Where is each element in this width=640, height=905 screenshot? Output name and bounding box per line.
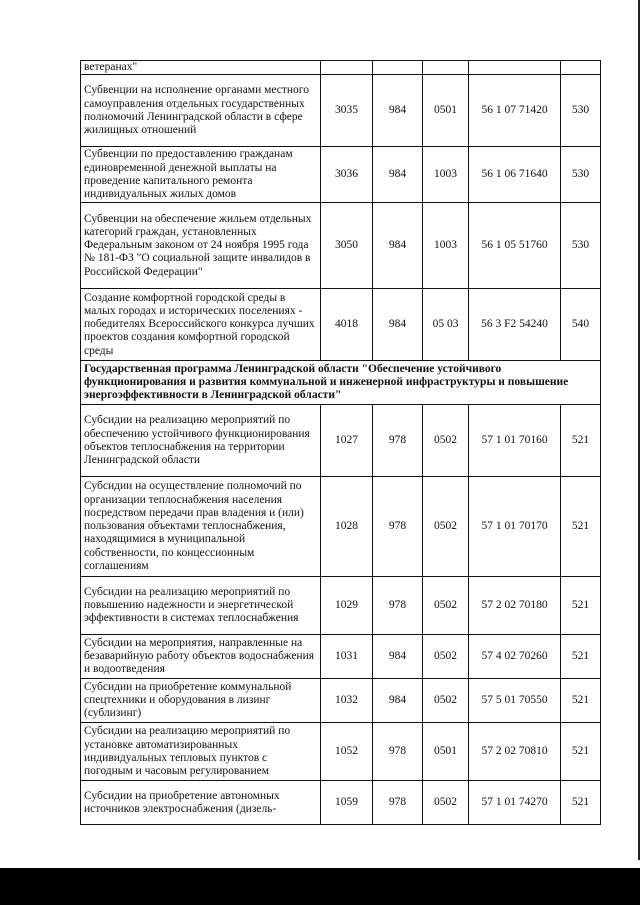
row-sec: 0502 [423, 405, 469, 477]
row-name: Субвенции на исполнение органами местного самоуправления отдельных государственных полномочий Ленинградской области в сфере жилищных отношений [81, 75, 321, 147]
row-gr: 978 [373, 577, 423, 635]
row-code: 1029 [321, 577, 373, 635]
row-code: 4018 [321, 289, 373, 361]
row-vr: 521 [561, 477, 601, 577]
row-gr: 978 [373, 723, 423, 781]
table-row [81, 405, 601, 477]
row-csr: 57 2 02 70810 [469, 723, 561, 781]
row-code: 1059 [321, 781, 373, 825]
row-vr: 521 [561, 781, 601, 825]
table-row [81, 679, 601, 723]
row-vr: 521 [561, 679, 601, 723]
row-csr: 56 3 F2 54240 [469, 289, 561, 361]
row-sec: 0501 [423, 75, 469, 147]
row-name: Субвенции на обеспечение жильем отдельных категорий граждан, установленных Федеральным законом от 24 ноября 1995 года № 181-ФЗ "О социальной защите инвалидов в Российской Федерации" [81, 203, 321, 289]
row-vr: 521 [561, 405, 601, 477]
row-csr: 56 1 06 71640 [469, 147, 561, 203]
row-name: Субсидии на реализацию мероприятий по обеспечению устойчивого функционирования объектов теплоснабжения на территории Ленинградской области [81, 405, 321, 477]
row-gr: 984 [373, 75, 423, 147]
row-name: Создание комфортной городской среды в малых городах и исторических поселениях - победителях Всероссийского конкурса лучших проектов создания комфортной городской среды [81, 289, 321, 361]
row-sec: 0502 [423, 679, 469, 723]
row-code: 1027 [321, 405, 373, 477]
row-gr: 984 [373, 203, 423, 289]
row-name: Субсидии на реализацию мероприятий по повышению надежности и энергетической эффективности в системах теплоснабжения [81, 577, 321, 635]
row-name: ветеранах" [81, 61, 321, 75]
row-code [321, 61, 373, 75]
row-csr: 56 1 05 51760 [469, 203, 561, 289]
row-csr [469, 61, 561, 75]
row-vr: 521 [561, 577, 601, 635]
row-code: 1028 [321, 477, 373, 577]
row-code: 1032 [321, 679, 373, 723]
row-gr: 984 [373, 635, 423, 679]
row-sec: 0502 [423, 781, 469, 825]
row-vr: 530 [561, 147, 601, 203]
row-sec: 1003 [423, 147, 469, 203]
row-vr [561, 61, 601, 75]
row-csr: 57 1 01 70160 [469, 405, 561, 477]
scan-bottom-bar [0, 868, 640, 905]
row-csr: 57 2 02 70180 [469, 577, 561, 635]
program-title: Государственная программа Ленинградской области "Обеспечение устойчивого функционирования и развития коммунальной и инженерной инфраструктуры и повышение энергоэффективности в Ленинградской области" [81, 361, 601, 405]
row-gr: 984 [373, 679, 423, 723]
row-name: Субсидии на осуществление полномочий по организации теплоснабжения населения посредством передачи прав владения и (или) пользования объектами теплоснабжения, находящимися в муниципальной собственности, по концессионным соглашениям [81, 477, 321, 577]
row-code: 3035 [321, 75, 373, 147]
row-sec [423, 61, 469, 75]
table-row [81, 61, 601, 75]
table-row [81, 203, 601, 289]
row-sec: 0502 [423, 477, 469, 577]
row-csr: 57 5 01 70550 [469, 679, 561, 723]
row-csr: 56 1 07 71420 [469, 75, 561, 147]
budget-table-body [81, 61, 601, 825]
row-gr [373, 61, 423, 75]
row-gr: 984 [373, 147, 423, 203]
program-header-row [81, 361, 601, 405]
row-code: 3036 [321, 147, 373, 203]
row-code: 3050 [321, 203, 373, 289]
table-row [81, 635, 601, 679]
row-code: 1031 [321, 635, 373, 679]
row-csr: 57 4 02 70260 [469, 635, 561, 679]
row-name: Субсидии на приобретение коммунальной спецтехники и оборудования в лизинг (сублизинг) [81, 679, 321, 723]
row-name: Субвенции по предоставлению гражданам единовременной денежной выплаты на проведение капитального ремонта индивидуальных жилых домов [81, 147, 321, 203]
row-gr: 978 [373, 781, 423, 825]
table-row [81, 289, 601, 361]
row-code: 1052 [321, 723, 373, 781]
row-gr: 978 [373, 477, 423, 577]
row-name: Субсидии на мероприятия, направленные на безаварийную работу объектов водоснабжения и водоотведения [81, 635, 321, 679]
row-csr: 57 1 01 74270 [469, 781, 561, 825]
table-row [81, 147, 601, 203]
table-row [81, 723, 601, 781]
row-vr: 521 [561, 723, 601, 781]
row-name: Субсидии на реализацию мероприятий по установке автоматизированных индивидуальных тепловых пунктов с погодным и часовым регулированием [81, 723, 321, 781]
row-sec: 0502 [423, 577, 469, 635]
row-vr: 540 [561, 289, 601, 361]
row-name: Субсидии на приобретение автономных источников электроснабжения (дизель- [81, 781, 321, 825]
row-vr: 521 [561, 635, 601, 679]
row-sec: 1003 [423, 203, 469, 289]
row-vr: 530 [561, 75, 601, 147]
row-sec: 0502 [423, 635, 469, 679]
budget-table [80, 60, 601, 825]
row-sec: 0501 [423, 723, 469, 781]
row-gr: 984 [373, 289, 423, 361]
row-gr: 978 [373, 405, 423, 477]
table-row [81, 477, 601, 577]
table-row [81, 75, 601, 147]
row-sec: 05 03 [423, 289, 469, 361]
row-vr: 530 [561, 203, 601, 289]
table-row [81, 781, 601, 825]
row-csr: 57 1 01 70170 [469, 477, 561, 577]
table-row [81, 577, 601, 635]
